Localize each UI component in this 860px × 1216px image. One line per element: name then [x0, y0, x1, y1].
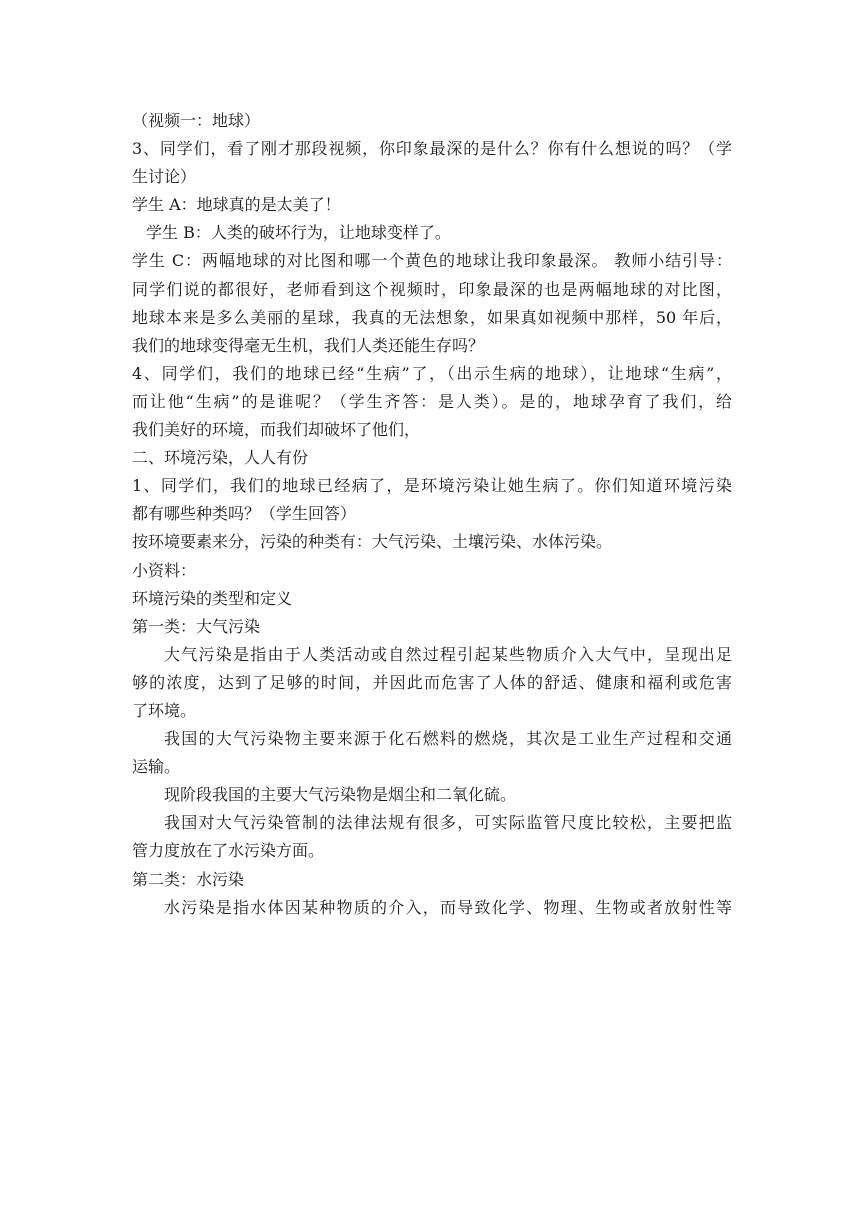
text-line: 管力度放在了水污染方面。: [132, 841, 325, 861]
text-line: 都有哪些种类吗？（学生回答）: [132, 504, 357, 524]
text-line: 了环境。: [132, 700, 197, 720]
text-line: 第一类：大气污染: [132, 616, 261, 636]
text-line: 水污染是指水体因某种物质的介入，而导致化学、物理、生物或者放射性等: [164, 897, 732, 917]
text-line: 地球本来是多么美丽的星球，我真的无法想象，如果真如视频中那样，50 年后，: [132, 307, 732, 327]
text-line: 同学们说的都很好，老师看到这个视频时，印象最深的也是两幅地球的对比图，: [132, 279, 732, 299]
text-line: 生讨论）: [132, 167, 197, 187]
text-line: 现阶段我国的主要大气污染物是烟尘和二氧化硫。: [164, 785, 517, 805]
text-line: 我们美好的环境，而我们却破坏了他们，: [132, 420, 421, 440]
text-line: 够的浓度，达到了足够的时间，并因此而危害了人体的舒适、健康和福利或危害: [132, 672, 732, 692]
text-line: 1、同学们，我们的地球已经病了，是环境污染让她生病了。你们知道环境污染: [132, 476, 732, 496]
text-line: 学生 C：两幅地球的对比图和哪一个黄色的地球让我印象最深。 教师小结引导：: [132, 251, 732, 271]
text-line: 大气污染是指由于人类活动或自然过程引起某些物质介入大气中，呈现出足: [164, 644, 732, 664]
document-body: [132, 107, 732, 922]
text-line: 而让他“生病”的是谁呢？（学生齐答：是人类）。是的，地球孕育了我们，给: [132, 391, 732, 411]
text-line: 按环境要素来分，污染的种类有：大气污染、土壤污染、水体污染。: [132, 532, 613, 552]
text-line: 3、同学们，看了刚才那段视频，你印象最深的是什么？你有什么想说的吗？（学: [132, 139, 732, 159]
text-line: 4、同学们，我们的地球已经“生病”了，（出示生病的地球），让地球“生病”，: [132, 363, 732, 383]
text-line: 学生 A：地球真的是太美了！: [132, 195, 341, 215]
text-line: （视频一：地球）: [132, 111, 261, 130]
text-line: 运输。: [132, 757, 181, 777]
text-line: 环境污染的类型和定义: [132, 588, 293, 608]
text-line: 我国的大气污染物主要来源于化石燃料的燃烧，其次是工业生产过程和交通: [164, 729, 732, 749]
text-line: 我们的地球变得毫无生机，我们人类还能生存吗？: [132, 335, 485, 355]
text-line: 学生 B：人类的破坏行为，让地球变样了。: [146, 223, 451, 243]
text-line: 第二类：水污染: [132, 869, 245, 889]
text-line: 小资料：: [132, 560, 197, 580]
text-line: 二、环境污染，人人有份: [132, 448, 309, 468]
text-line: 我国对大气污染管制的法律法规有很多，可实际监管尺度比较松，主要把监: [164, 813, 732, 833]
